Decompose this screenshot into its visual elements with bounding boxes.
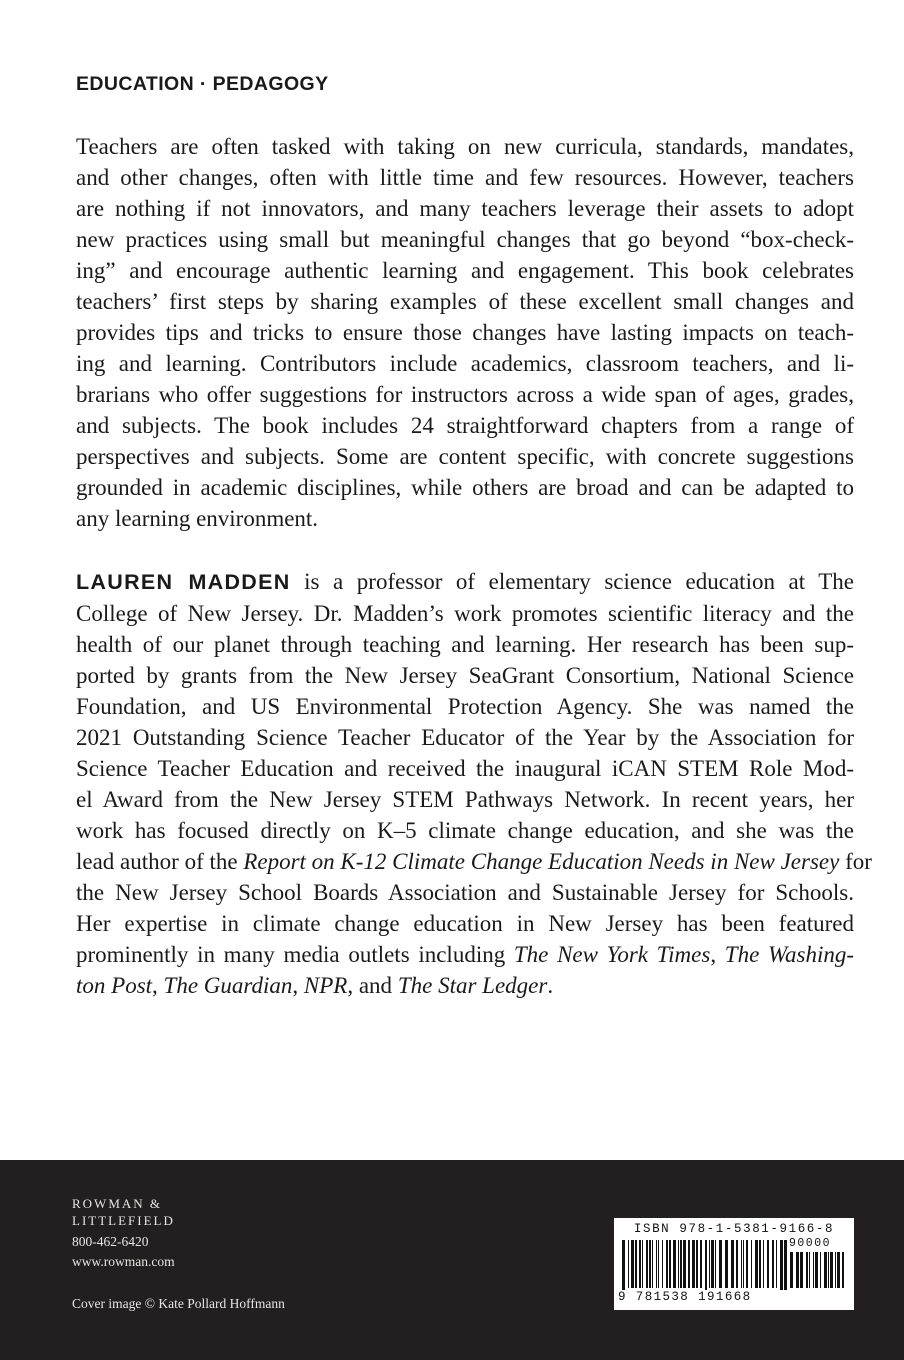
barcode-bar	[678, 1240, 679, 1288]
barcode-bar	[813, 1252, 814, 1288]
bio-line: health of our planet through teaching and learning. Her research has been sup-	[76, 632, 854, 657]
barcode-bar	[824, 1252, 827, 1288]
description-line: and other changes, often with little time and few resources. However, teachers	[76, 165, 854, 190]
media-outlet: ton Post	[76, 973, 153, 998]
barcode-bar	[652, 1240, 653, 1288]
category-label: EDUCATION · PEDAGOGY	[76, 73, 329, 95]
bio-line: Science Teacher Education and received the inaugural iCAN STEM Role Mod-	[76, 756, 854, 781]
barcode-bar	[784, 1240, 787, 1296]
barcode-bar	[790, 1252, 793, 1288]
addon-bars	[790, 1252, 848, 1296]
description-line: ing” and encourage authentic learning and engagement. This book celebrates	[76, 258, 854, 283]
barcode-bar	[796, 1252, 799, 1288]
media-outlet: The New York Times	[513, 942, 711, 967]
barcode-bar	[725, 1240, 728, 1288]
description-line: grounded in academic disciplines, while others are broad and can be adapted to	[76, 475, 854, 500]
barcode-bar	[635, 1240, 637, 1288]
barcode-bar	[837, 1252, 840, 1288]
barcode-bar	[806, 1252, 808, 1288]
barcode-bar	[683, 1240, 686, 1288]
publisher-phone: 800-462-6420	[72, 1234, 149, 1249]
bio-line: ported by grants from the New Jersey SeaGrant Consortium, National Science	[76, 663, 854, 688]
barcode-bar	[711, 1240, 714, 1288]
barcode-bar	[731, 1240, 734, 1288]
barcode-bar	[658, 1240, 659, 1288]
barcode-bar	[763, 1240, 764, 1288]
bio-line	[76, 566, 854, 598]
description-line: ing and learning. Contributors include academics, classroom teachers, and li-	[76, 351, 854, 376]
description-line: and subjects. The book includes 24 straightforward chapters from a range of	[76, 413, 854, 438]
publisher-website[interactable]: www.rowman.com	[72, 1254, 175, 1269]
barcode-bar	[767, 1240, 769, 1288]
bio-text: .	[547, 973, 554, 998]
isbn-text: ISBN 978-1-5381-9166-8	[633, 1222, 835, 1236]
barcode-bar	[715, 1240, 716, 1288]
media-outlet: NPR	[303, 973, 348, 998]
barcode-bar	[780, 1240, 783, 1296]
barcode-bar	[639, 1240, 641, 1288]
bio-line: College of New Jersey. Dr. Madden’s work promotes scientific literacy and the	[76, 601, 854, 626]
barcode-bar	[755, 1240, 758, 1288]
barcode-bar	[646, 1240, 648, 1288]
barcode-bar	[666, 1240, 668, 1288]
publisher-logo	[72, 1195, 175, 1229]
bio-text: lead author of the	[76, 849, 244, 874]
barcode-bar	[776, 1240, 777, 1288]
barcode-bar	[741, 1240, 742, 1288]
media-outlet: The Washing-	[724, 942, 855, 967]
barcode-bar	[700, 1240, 702, 1288]
isbn-barcode	[614, 1218, 854, 1310]
description-line: teachers’ first steps by sharing examples of these excellent small changes and	[76, 289, 854, 314]
media-outlet: The Star Ledger	[397, 973, 548, 998]
barcode-bar	[662, 1240, 663, 1288]
barcode-bar	[815, 1252, 818, 1288]
barcode-bar	[688, 1240, 690, 1288]
barcode-bar	[696, 1240, 698, 1288]
book-description	[76, 131, 854, 534]
bio-text: prominently in many media outlets including	[76, 942, 514, 967]
bio-text: ,	[710, 942, 725, 967]
publisher-name-line: ROWMAN &	[72, 1196, 163, 1211]
bio-line: el Award from the New Jersey STEM Pathways Network. In recent years, her	[76, 787, 854, 812]
publisher-name-line: LITTLEFIELD	[72, 1213, 175, 1228]
bio-text: ,	[292, 973, 304, 998]
barcode-bar	[828, 1252, 829, 1288]
bio-line: Her expertise in climate change education in New Jersey has been featured	[76, 911, 854, 936]
barcode-bar	[800, 1252, 803, 1288]
barcode-bar	[656, 1240, 657, 1288]
barcode-bar	[772, 1240, 774, 1288]
barcode-bar	[759, 1240, 761, 1288]
barcode-bar	[673, 1240, 676, 1288]
barcode-bar	[669, 1240, 671, 1288]
description-line: provides tips and tricks to ensure those changes have lasting impacts on teach-	[76, 320, 854, 345]
author-bio	[76, 566, 872, 1001]
barcode-bar	[842, 1252, 844, 1288]
barcode-bar	[642, 1240, 643, 1288]
bio-text: is a professor of elementary science education at The	[290, 569, 854, 594]
bio-text: for	[839, 849, 872, 874]
barcode-bar	[649, 1240, 651, 1288]
bio-line	[76, 970, 854, 1001]
bio-line: 2021 Outstanding Science Teacher Educator of the Year by the Association for	[76, 725, 854, 750]
description-line: Teachers are often tasked with taking on new curricula, standards, mandates,	[76, 134, 854, 159]
barcode-bar	[719, 1240, 722, 1288]
barcode-bar	[628, 1240, 629, 1288]
bio-line: work has focused directly on K–5 climate change education, and she was the	[76, 818, 854, 843]
bio-line: the New Jersey School Boards Association and Sustainable Jersey for Schools.	[76, 880, 854, 905]
bio-line	[76, 846, 872, 877]
barcode-bar	[835, 1252, 836, 1288]
barcode-bar	[743, 1240, 744, 1288]
barcode-bar	[746, 1240, 748, 1288]
addon-price-code: 90000	[789, 1237, 832, 1250]
report-title: Report on K-12 Climate Change Education Needs in New Jersey	[243, 849, 840, 874]
barcode-bar	[709, 1240, 710, 1288]
description-line: are nothing if not innovators, and many teachers leverage their assets to adopt	[76, 196, 854, 221]
bio-line	[76, 939, 854, 970]
ean-digits: 9 781538 191668	[618, 1290, 794, 1304]
barcode-bar	[622, 1240, 625, 1296]
cover-image-credit: Cover image © Kate Pollard Hoffmann	[72, 1296, 285, 1311]
ean-bars	[622, 1240, 788, 1296]
barcode-bar	[631, 1240, 634, 1288]
bio-text: , and	[347, 973, 398, 998]
bio-text: ,	[152, 973, 164, 998]
barcode-bar	[830, 1252, 833, 1288]
barcode-bar	[809, 1252, 810, 1288]
description-line: any learning environment.	[76, 506, 319, 531]
media-outlet: The Guardian	[163, 973, 293, 998]
description-line: new practices using small but meaningful changes that go beyond “box-check-	[76, 227, 854, 252]
bio-line: Foundation, and US Environmental Protection Agency. She was named the	[76, 694, 854, 719]
barcode-bar	[705, 1240, 707, 1296]
author-name: LAUREN MADDEN	[76, 570, 291, 594]
barcode-bar	[692, 1240, 695, 1288]
description-line: brarians who offer suggestions for instructors across a wide span of ages, grades,	[76, 382, 854, 407]
barcode-bar	[820, 1252, 821, 1288]
barcode-bar	[751, 1240, 752, 1288]
barcode-bar	[680, 1240, 682, 1288]
description-line: perspectives and subjects. Some are content specific, with concrete suggestions	[76, 444, 854, 469]
barcode-bar	[736, 1240, 738, 1288]
